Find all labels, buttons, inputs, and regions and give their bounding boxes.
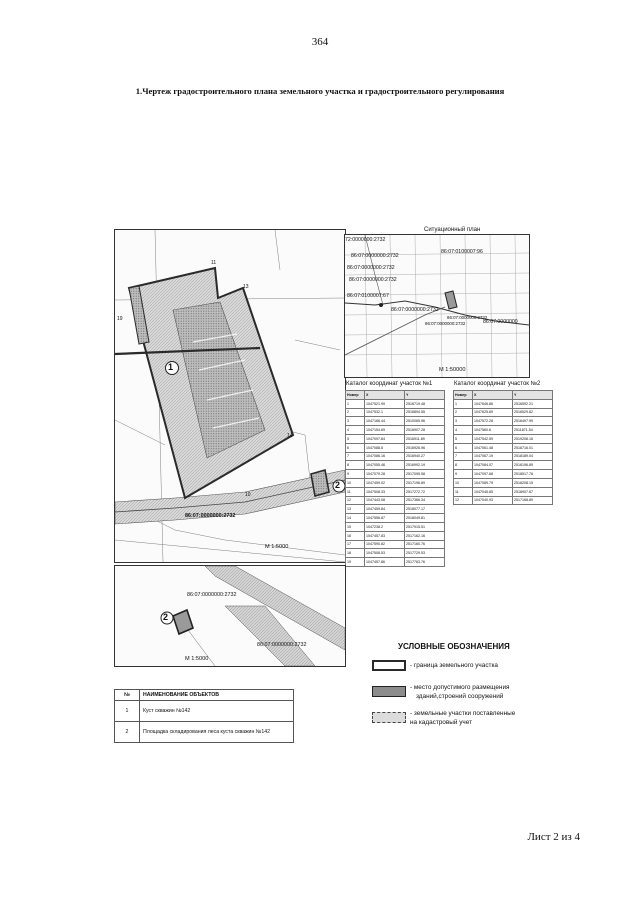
catalog1-cell-x: 1047508.53 xyxy=(365,549,405,558)
catalog1-cell-y: 2517160.76 xyxy=(405,540,445,549)
catalog1-cell-y: 2517095.58 xyxy=(405,470,445,479)
objects-row-2-number: 2 xyxy=(115,722,140,743)
situation-label-1: 86:07:0000000:2732 xyxy=(351,253,399,259)
catalog2-cell-x: 1047061.48 xyxy=(473,443,513,452)
catalog2-cell-number: 5 xyxy=(454,434,473,443)
situation-label-8: 86:07:0000000:2732 xyxy=(425,321,466,326)
catalog1-row xyxy=(346,470,445,479)
catalog1-row xyxy=(346,558,445,567)
catalog2-row xyxy=(454,443,553,452)
point-19-label: 19 xyxy=(117,316,123,322)
catalog2-cell-y: 2518517.76 xyxy=(513,470,553,479)
situation-label-0: 72:0000000:2732 xyxy=(345,237,386,243)
catalog2-row xyxy=(454,470,553,479)
catalog2-cell-number: 8 xyxy=(454,461,473,470)
point-10-label: 10 xyxy=(245,492,251,498)
catalog1-cell-number: 17 xyxy=(346,540,365,549)
situation-label-9: 86:07:0000000 xyxy=(483,319,518,325)
catalog1-row xyxy=(346,505,445,514)
catalog1-cell-number: 2 xyxy=(346,408,365,417)
catalog1-cell-x: 1047079.28 xyxy=(365,470,405,479)
inset-map xyxy=(114,565,346,667)
catalog1-cell-number: 9 xyxy=(346,470,365,479)
catalog-2-table xyxy=(453,390,553,505)
catalog2-row xyxy=(454,434,553,443)
catalog1-cell-x: 1047166.44 xyxy=(365,417,405,426)
catalog2-cell-number: 3 xyxy=(454,417,473,426)
catalog2-cell-y: 2518189.04 xyxy=(513,452,553,461)
catalog2-row xyxy=(454,399,553,408)
inset-map-drawing xyxy=(115,566,345,666)
catalog1-cell-x: 1047088.8 xyxy=(365,443,405,452)
point-11-label: 11 xyxy=(211,260,217,266)
catalog1-cell-x: 1047055.46 xyxy=(365,461,405,470)
catalog1-cell-y: 2517196.89 xyxy=(405,478,445,487)
catalog2-cell-y: 2519208.16 xyxy=(513,434,553,443)
catalog1-row xyxy=(346,408,445,417)
catalog1-cell-number: 19 xyxy=(346,558,365,567)
inset-map-scale: М 1:5000 xyxy=(185,656,209,662)
catalog-1-title: Каталог координат участок №1 xyxy=(346,381,433,387)
catalog2-cell-x: 1047560.6 xyxy=(473,426,513,435)
situation-label-7: 86:07:0000000:2732 xyxy=(447,315,488,320)
catalog2-cell-y: 2516196.89 xyxy=(513,461,553,470)
catalog2-cell-x: 1047646.86 xyxy=(473,399,513,408)
catalog1-cell-y: 2517915.51 xyxy=(405,522,445,531)
catalog2-cell-number: 6 xyxy=(454,443,473,452)
catalog1-cell-y: 2517729.53 xyxy=(405,549,445,558)
catalog2-cell-x: 1047089.79 xyxy=(473,478,513,487)
catalog-1-table xyxy=(345,390,445,567)
catalog1-cell-x: 1047457.86 xyxy=(365,558,405,567)
catalog1-cell-y: 2516940.27 xyxy=(405,452,445,461)
plot-2-number: 2 xyxy=(335,480,341,490)
catalog1-row xyxy=(346,496,445,505)
catalog1-cell-y: 2518049.81 xyxy=(405,514,445,523)
catalog2-cell-y: 2518716.01 xyxy=(513,443,553,452)
catalog-2-title: Каталог координат участок №2 xyxy=(454,381,541,387)
catalog1-cell-x: 1047590.82 xyxy=(365,540,405,549)
catalog1-cell-y: 2517366.34 xyxy=(405,496,445,505)
objects-header-number: № xyxy=(115,690,140,701)
catalog2-cell-y: 2518907.67 xyxy=(513,487,553,496)
catalog1-cell-x: 1047238.2 xyxy=(365,522,405,531)
main-map xyxy=(114,229,346,563)
catalog1-cell-x: 1047154.69 xyxy=(365,426,405,435)
legend-swatch-boundary xyxy=(372,660,406,671)
catalog1-cell-x: 1047521.99 xyxy=(365,399,405,408)
catalog-2-header-x: X xyxy=(473,391,513,400)
catalog2-cell-x: 1047542.59 xyxy=(473,434,513,443)
catalog2-cell-x: 1047040.93 xyxy=(473,496,513,505)
catalog2-cell-y: 2511871.54 xyxy=(513,426,553,435)
sheet-label: Лист 2 из 4 xyxy=(527,831,580,843)
catalog1-cell-y: 2516926.96 xyxy=(405,443,445,452)
catalog1-cell-x: 1047086.16 xyxy=(365,452,405,461)
catalog1-cell-x: 1047097.84 xyxy=(365,434,405,443)
legend-label-cadastral-2: на кадастровый учет xyxy=(410,719,472,726)
catalog2-cell-number: 4 xyxy=(454,426,473,435)
catalog1-row xyxy=(346,443,445,452)
catalog1-cell-y: 2517162.16 xyxy=(405,531,445,540)
catalog-2-header-number: Номер xyxy=(454,391,473,400)
catalog-2 xyxy=(453,390,553,505)
catalog1-cell-y: 2516894.55 xyxy=(405,408,445,417)
catalog1-cell-x: 1047508.33 xyxy=(365,487,405,496)
catalog1-cell-y: 2517272.72 xyxy=(405,487,445,496)
document-title: 1.Чертеж градостроительного плана земельного участка и градостроительного регулирования xyxy=(135,86,505,96)
situation-label-6: 86:07:0000000:2732 xyxy=(391,307,439,313)
catalog1-cell-x: 1047459.84 xyxy=(365,505,405,514)
catalog-1-header-x: X xyxy=(365,391,405,400)
main-map-scale: М 1:5000 xyxy=(265,544,289,550)
catalog1-cell-y: 2518077.17 xyxy=(405,505,445,514)
catalog1-cell-y: 2516907.28 xyxy=(405,426,445,435)
situation-plan xyxy=(344,234,530,378)
main-map-cadastral-label: 86:07:0000000:2732 xyxy=(185,513,236,519)
point-13-label: 13 xyxy=(243,284,249,290)
catalog1-row xyxy=(346,478,445,487)
objects-table xyxy=(114,689,294,743)
catalog2-cell-number: 11 xyxy=(454,487,473,496)
catalog2-cell-x: 1047572.28 xyxy=(473,417,513,426)
situation-label-4: 86:07:0100007:67 xyxy=(347,293,389,299)
catalog1-cell-number: 13 xyxy=(346,505,365,514)
catalog1-cell-x: 1047532.1 xyxy=(365,408,405,417)
catalog2-cell-number: 12 xyxy=(454,496,473,505)
situation-label-5: 86:07:0100007:96 xyxy=(441,249,483,255)
catalog1-cell-number: 5 xyxy=(346,434,365,443)
objects-row-1-number: 1 xyxy=(115,701,140,722)
plot-1-number: 1 xyxy=(168,362,174,372)
catalog1-row xyxy=(346,417,445,426)
catalog1-row xyxy=(346,531,445,540)
catalog2-row xyxy=(454,452,553,461)
catalog1-cell-y: 2517763.76 xyxy=(405,558,445,567)
situation-label-2: 86:07:0000000:2732 xyxy=(347,265,395,271)
catalog1-cell-number: 1 xyxy=(346,399,365,408)
catalog1-row xyxy=(346,461,445,470)
catalog2-cell-x: 1047045.65 xyxy=(473,487,513,496)
objects-header-name: НАИМЕНОВАНИЕ ОБЪЕКТОВ xyxy=(140,690,294,701)
catalog1-row xyxy=(346,399,445,408)
catalog2-cell-y: 2516592.21 xyxy=(513,399,553,408)
catalog2-cell-y: 2518208.15 xyxy=(513,478,553,487)
catalog2-cell-y: 2516497.99 xyxy=(513,417,553,426)
catalog2-row xyxy=(454,487,553,496)
inset-plot-number: 2 xyxy=(163,612,169,622)
page-number: 364 xyxy=(311,36,329,48)
catalog1-row xyxy=(346,549,445,558)
legend-swatch-permitted xyxy=(372,686,406,697)
catalog2-cell-number: 2 xyxy=(454,408,473,417)
catalog1-cell-y: 2510065.96 xyxy=(405,417,445,426)
catalog1-row xyxy=(346,487,445,496)
catalog1-cell-number: 10 xyxy=(346,478,365,487)
catalog1-cell-number: 8 xyxy=(346,461,365,470)
objects-row-1-name: Куст скважин №142 xyxy=(140,701,294,722)
legend-label-cadastral-1: - земельные участки поставленные xyxy=(410,710,516,717)
catalog-1-header-number: Номер xyxy=(346,391,365,400)
catalog1-cell-x: 1047459.02 xyxy=(365,478,405,487)
situation-label-3: 86:07:0000000:2732 xyxy=(349,277,397,283)
legend-label-permitted-1: - место допустимого размещения xyxy=(410,684,510,691)
catalog1-cell-x: 1047457.83 xyxy=(365,531,405,540)
catalog2-cell-number: 9 xyxy=(454,470,473,479)
catalog2-row xyxy=(454,461,553,470)
catalog1-cell-x: 1047443.08 xyxy=(365,496,405,505)
catalog1-cell-y: 2516992.19 xyxy=(405,461,445,470)
catalog1-cell-number: 12 xyxy=(346,496,365,505)
catalog2-row xyxy=(454,426,553,435)
catalog2-cell-number: 10 xyxy=(454,478,473,487)
catalog2-cell-x: 1047097.68 xyxy=(473,470,513,479)
catalog1-cell-y: 2516911.89 xyxy=(405,434,445,443)
catalog2-row xyxy=(454,417,553,426)
catalog2-row xyxy=(454,496,553,505)
catalog1-row xyxy=(346,540,445,549)
objects-row-2-name: Площадка складирования леса куста скважин №142 xyxy=(140,722,294,743)
catalog1-row xyxy=(346,434,445,443)
legend-label-permitted-2: зданий,строений сооружений xyxy=(416,693,504,700)
catalog2-cell-y: 2516529.62 xyxy=(513,408,553,417)
catalog1-cell-number: 7 xyxy=(346,452,365,461)
catalog2-cell-y: 2517168.89 xyxy=(513,496,553,505)
catalog2-row xyxy=(454,408,553,417)
catalog1-row xyxy=(346,452,445,461)
catalog1-cell-number: 11 xyxy=(346,487,365,496)
catalog1-cell-number: 6 xyxy=(346,443,365,452)
catalog2-cell-x: 1047625.69 xyxy=(473,408,513,417)
point-14-label: 14 xyxy=(287,433,293,439)
catalog2-cell-x: 1047067.19 xyxy=(473,452,513,461)
catalog1-cell-number: 18 xyxy=(346,549,365,558)
inset-label-0: 86:07:0000000:2732 xyxy=(187,592,237,598)
catalog2-cell-number: 7 xyxy=(454,452,473,461)
catalog1-row xyxy=(346,522,445,531)
catalog1-cell-x: 1047556.87 xyxy=(365,514,405,523)
catalog1-cell-number: 16 xyxy=(346,531,365,540)
legend-swatch-cadastral xyxy=(372,712,406,723)
catalog1-cell-number: 3 xyxy=(346,417,365,426)
catalog-1-header-y: Y xyxy=(405,391,445,400)
catalog1-cell-number: 14 xyxy=(346,514,365,523)
legend-title: УСЛОВНЫЕ ОБОЗНАЧЕНИЯ xyxy=(398,642,510,651)
catalog2-row xyxy=(454,478,553,487)
catalog2-cell-number: 1 xyxy=(454,399,473,408)
legend-label-boundary: - граница земельного участка xyxy=(410,662,498,669)
catalog1-row xyxy=(346,426,445,435)
plot-2-boundary xyxy=(311,470,329,496)
catalog-2-header-y: Y xyxy=(513,391,553,400)
catalog1-cell-number: 4 xyxy=(346,426,365,435)
situation-plan-scale: М 1:50000 xyxy=(439,367,466,373)
catalog1-row xyxy=(346,514,445,523)
catalog1-cell-number: 15 xyxy=(346,522,365,531)
catalog2-cell-x: 1047084.07 xyxy=(473,461,513,470)
situation-plan-title: Ситуационный план xyxy=(424,227,481,233)
catalog-1 xyxy=(345,390,445,567)
catalog1-cell-y: 2516719.48 xyxy=(405,399,445,408)
inset-label-1: 86:07:0000000:2732 xyxy=(257,642,307,648)
